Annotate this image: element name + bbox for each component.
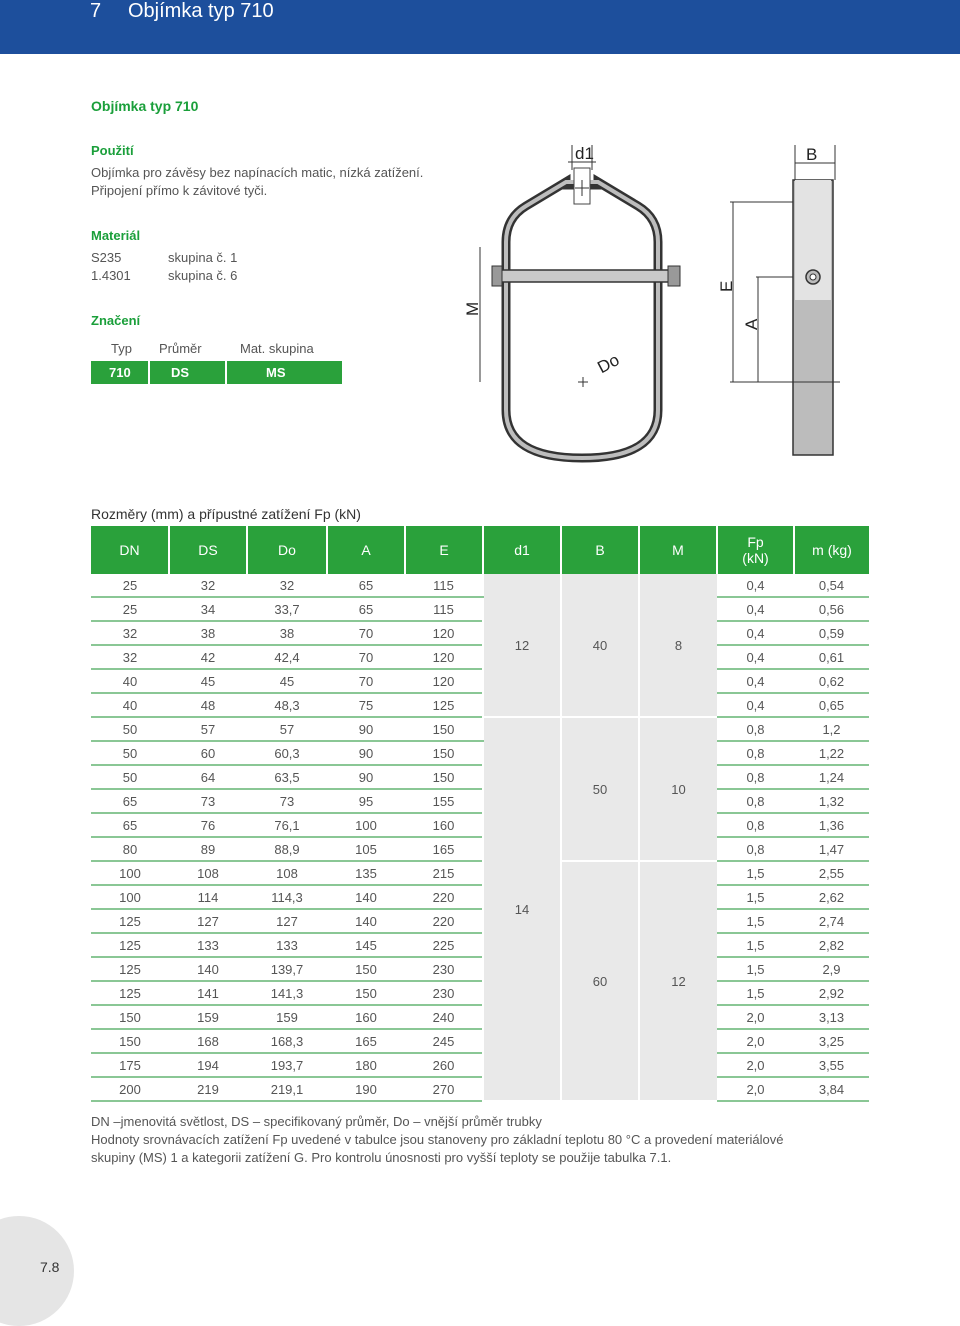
marking-label-diameter: Průměr	[159, 341, 202, 356]
table-cell: 0,56	[794, 597, 869, 621]
table-cell: 65	[91, 813, 169, 837]
table-cell: 108	[169, 861, 247, 885]
table-cell: 32	[91, 621, 169, 645]
col-fp: Fp (kN)	[717, 526, 794, 574]
table-cell: 50	[91, 741, 169, 765]
table-row	[91, 765, 869, 789]
table-cell: 240	[405, 1005, 483, 1029]
table-row	[91, 1053, 869, 1077]
table-cell: 1,2	[794, 717, 869, 741]
table-cell: 0,8	[717, 837, 794, 861]
label-M: M	[463, 301, 482, 316]
table-row	[91, 717, 869, 741]
material-code-1: S235	[91, 250, 122, 265]
table-cell: 100	[91, 861, 169, 885]
clamp-band	[506, 182, 658, 458]
material-heading: Materiál	[91, 228, 141, 243]
table-cell: 1,5	[717, 909, 794, 933]
page-number: 7.8	[40, 1259, 60, 1275]
table-cell: 1,5	[717, 885, 794, 909]
clamp-drawing	[440, 140, 860, 470]
table-cell: 160	[405, 813, 483, 837]
table-cell: 2,62	[794, 885, 869, 909]
table-cell: 175	[91, 1053, 169, 1077]
table-cell: 168,3	[247, 1029, 327, 1053]
table-cell: 145	[327, 933, 405, 957]
col-d1: d1	[483, 526, 561, 574]
table-cell: 155	[405, 789, 483, 813]
merged-cell-m: 8	[639, 574, 717, 717]
table-cell: 73	[247, 789, 327, 813]
table-cell: 1,5	[717, 933, 794, 957]
table-cell: 89	[169, 837, 247, 861]
merged-cell-b: 60	[561, 861, 639, 1101]
table-cell: 193,7	[247, 1053, 327, 1077]
marking-label-group: Mat. skupina	[240, 341, 314, 356]
table-cell: 0,4	[717, 669, 794, 693]
table-cell: 1,5	[717, 861, 794, 885]
table-cell: 3,25	[794, 1029, 869, 1053]
footnotes	[91, 1113, 811, 1167]
bolt	[498, 270, 674, 282]
table-cell: 150	[91, 1005, 169, 1029]
col-b: B	[561, 526, 639, 574]
table-cell: 2,0	[717, 1029, 794, 1053]
table-cell: 57	[169, 717, 247, 741]
usage-line-2: Připojení přímo k závitové tyči.	[91, 183, 268, 198]
merged-cell-m: 12	[639, 861, 717, 1101]
table-cell: 120	[405, 669, 483, 693]
table-row	[91, 741, 869, 765]
table-cell: 159	[247, 1005, 327, 1029]
table-cell: 194	[169, 1053, 247, 1077]
table-row	[91, 789, 869, 813]
table-cell: 40	[91, 693, 169, 717]
table-cell: 105	[327, 837, 405, 861]
chapter-title: Objímka typ 710	[128, 0, 274, 22]
col-m: M	[639, 526, 717, 574]
table-cell: 140	[169, 957, 247, 981]
label-E: E	[717, 280, 736, 292]
table-cell: 2,55	[794, 861, 869, 885]
table-cell: 165	[405, 837, 483, 861]
table-cell: 42,4	[247, 645, 327, 669]
table-cell: 190	[327, 1077, 405, 1101]
table-cell: 3,84	[794, 1077, 869, 1101]
table-cell: 57	[247, 717, 327, 741]
table-cell: 168	[169, 1029, 247, 1053]
nut-left	[492, 266, 502, 286]
table-cell: 1,5	[717, 957, 794, 981]
table-cell: 200	[91, 1077, 169, 1101]
table-cell: 0,4	[717, 621, 794, 645]
marking-heading: Značení	[91, 313, 141, 328]
table-cell: 125	[91, 981, 169, 1005]
table-cell: 2,9	[794, 957, 869, 981]
table-cell: 127	[247, 909, 327, 933]
dimension-table	[91, 526, 869, 1102]
table-cell: 245	[405, 1029, 483, 1053]
footnote-2: Hodnoty srovnávacích zatížení Fp uvedené v tabulce jsou stanoveny pro základní teplotu 80 °C a provedení materiálové skupiny (MS) 1 a kategorii zatížení G. Pro kontrolu únosnosti pro vyšší teploty se použije tabulka 7.1.	[91, 1132, 784, 1165]
table-cell: 125	[91, 933, 169, 957]
table-cell: 270	[405, 1077, 483, 1101]
table-cell: 115	[405, 574, 483, 597]
table-cell: 2,0	[717, 1053, 794, 1077]
table-cell: 0,4	[717, 597, 794, 621]
label-B: B	[806, 145, 818, 164]
table-header-row	[91, 526, 869, 574]
table-cell: 125	[405, 693, 483, 717]
table-cell: 65	[327, 597, 405, 621]
table-cell: 0,4	[717, 645, 794, 669]
table-cell: 215	[405, 861, 483, 885]
table-cell: 25	[91, 597, 169, 621]
col-dn: DN	[91, 526, 169, 574]
table-cell: 0,54	[794, 574, 869, 597]
table-cell: 141,3	[247, 981, 327, 1005]
table-cell: 120	[405, 621, 483, 645]
table-cell: 0,59	[794, 621, 869, 645]
table-cell: 0,4	[717, 574, 794, 597]
label-Do: Do	[594, 350, 623, 378]
table-cell: 150	[405, 765, 483, 789]
table-row	[91, 813, 869, 837]
table-row	[91, 885, 869, 909]
col-mass: m (kg)	[794, 526, 869, 574]
page-header	[0, 0, 960, 54]
label-A: A	[742, 318, 761, 330]
table-cell: 125	[91, 957, 169, 981]
merged-cell-b: 50	[561, 717, 639, 861]
table-row	[91, 693, 869, 717]
table-cell: 141	[169, 981, 247, 1005]
table-cell: 108	[247, 861, 327, 885]
marking-value-diameter: DS	[150, 361, 225, 384]
material-code-2: 1.4301	[91, 268, 131, 283]
table-row	[91, 621, 869, 645]
table-cell: 0,8	[717, 789, 794, 813]
page-corner	[0, 1216, 74, 1326]
marking-value-type: 710	[91, 361, 148, 384]
table-cell: 42	[169, 645, 247, 669]
col-e: E	[405, 526, 483, 574]
table-cell: 120	[405, 645, 483, 669]
table-cell: 90	[327, 765, 405, 789]
table-cell: 60	[169, 741, 247, 765]
table-cell: 100	[91, 885, 169, 909]
table-cell: 88,9	[247, 837, 327, 861]
table-cell: 140	[327, 885, 405, 909]
table-cell: 225	[405, 933, 483, 957]
table-cell: 1,5	[717, 981, 794, 1005]
table-cell: 160	[327, 1005, 405, 1029]
table-row	[91, 669, 869, 693]
table-row	[91, 597, 869, 621]
table-cell: 150	[327, 981, 405, 1005]
table-cell: 50	[91, 717, 169, 741]
table-cell: 45	[169, 669, 247, 693]
table-cell: 0,65	[794, 693, 869, 717]
table-cell: 0,8	[717, 717, 794, 741]
chapter-number: 7	[90, 0, 102, 22]
usage-heading: Použití	[91, 143, 134, 158]
table-cell: 90	[327, 717, 405, 741]
table-row	[91, 1077, 869, 1101]
usage-line-1: Objímka pro závěsy bez napínacích matic, nízká zatížení.	[91, 165, 424, 180]
table-cell: 80	[91, 837, 169, 861]
table-cell: 90	[327, 741, 405, 765]
table-cell: 0,8	[717, 741, 794, 765]
table-cell: 60,3	[247, 741, 327, 765]
table-cell: 133	[169, 933, 247, 957]
table-cell: 3,55	[794, 1053, 869, 1077]
material-group-2: skupina č. 6	[168, 268, 238, 283]
table-cell: 48	[169, 693, 247, 717]
table-row	[91, 574, 869, 597]
table-cell: 139,7	[247, 957, 327, 981]
col-do: Do	[247, 526, 327, 574]
table-cell: 38	[247, 621, 327, 645]
table-cell: 150	[327, 957, 405, 981]
table-cell: 125	[91, 909, 169, 933]
table-row	[91, 1029, 869, 1053]
product-title: Objímka typ 710	[91, 98, 199, 114]
marking-value-group: MS	[227, 361, 342, 384]
table-cell: 159	[169, 1005, 247, 1029]
table-cell: 2,0	[717, 1005, 794, 1029]
merged-cell-b: 40	[561, 574, 639, 717]
table-cell: 220	[405, 909, 483, 933]
table-cell: 70	[327, 645, 405, 669]
table-cell: 140	[327, 909, 405, 933]
table-row	[91, 837, 869, 861]
table-cell: 63,5	[247, 765, 327, 789]
table-row	[91, 957, 869, 981]
marking-label-type: Typ	[111, 341, 132, 356]
table-cell: 32	[91, 645, 169, 669]
table-cell: 76,1	[247, 813, 327, 837]
table-cell: 0,61	[794, 645, 869, 669]
table-cell: 230	[405, 957, 483, 981]
nut-right	[668, 266, 680, 286]
table-row	[91, 981, 869, 1005]
table-cell: 32	[169, 574, 247, 597]
table-cell: 2,92	[794, 981, 869, 1005]
table-cell: 165	[327, 1029, 405, 1053]
table-cell: 32	[247, 574, 327, 597]
table-cell: 219,1	[247, 1077, 327, 1101]
table-cell: 1,24	[794, 765, 869, 789]
table-cell: 2,74	[794, 909, 869, 933]
table-cell: 70	[327, 621, 405, 645]
table-row	[91, 1005, 869, 1029]
merged-cell-d1: 14	[483, 717, 561, 1101]
table-cell: 0,8	[717, 813, 794, 837]
table-cell: 76	[169, 813, 247, 837]
table-cell: 100	[327, 813, 405, 837]
table-cell: 38	[169, 621, 247, 645]
table-cell: 180	[327, 1053, 405, 1077]
table-cell: 45	[247, 669, 327, 693]
table-cell: 1,47	[794, 837, 869, 861]
table-cell: 73	[169, 789, 247, 813]
table-cell: 150	[405, 741, 483, 765]
table-cell: 33,7	[247, 597, 327, 621]
table-cell: 135	[327, 861, 405, 885]
table-cell: 64	[169, 765, 247, 789]
table-cell: 150	[405, 717, 483, 741]
table-cell: 0,62	[794, 669, 869, 693]
merged-cell-m: 10	[639, 717, 717, 861]
table-cell: 2,0	[717, 1077, 794, 1101]
table-cell: 65	[327, 574, 405, 597]
table-cell: 34	[169, 597, 247, 621]
col-ds: DS	[169, 526, 247, 574]
table-cell: 95	[327, 789, 405, 813]
material-group-1: skupina č. 1	[168, 250, 238, 265]
table-cell: 150	[91, 1029, 169, 1053]
table-cell: 0,4	[717, 693, 794, 717]
table-cell: 70	[327, 669, 405, 693]
table-cell: 114	[169, 885, 247, 909]
table-cell: 260	[405, 1053, 483, 1077]
table-cell: 1,36	[794, 813, 869, 837]
merged-cell-d1: 12	[483, 574, 561, 717]
footnote-1: DN –jmenovitá světlost, DS – specifikovaný průměr, Do – vnější průměr trubky	[91, 1114, 542, 1129]
table-row	[91, 861, 869, 885]
table-cell: 220	[405, 885, 483, 909]
table-cell: 1,32	[794, 789, 869, 813]
table-cell: 114,3	[247, 885, 327, 909]
table-cell: 2,82	[794, 933, 869, 957]
table-cell: 3,13	[794, 1005, 869, 1029]
table-cell: 230	[405, 981, 483, 1005]
table-title: Rozměry (mm) a přípustné zatížení Fp (kN)	[91, 506, 361, 522]
table-cell: 48,3	[247, 693, 327, 717]
table-cell: 25	[91, 574, 169, 597]
table-cell: 1,22	[794, 741, 869, 765]
table-cell: 40	[91, 669, 169, 693]
table-cell: 0,8	[717, 765, 794, 789]
table-cell: 65	[91, 789, 169, 813]
table-cell: 50	[91, 765, 169, 789]
table-row	[91, 645, 869, 669]
table-row	[91, 909, 869, 933]
table-row	[91, 933, 869, 957]
table-cell: 115	[405, 597, 483, 621]
col-a: A	[327, 526, 405, 574]
table-cell: 127	[169, 909, 247, 933]
table-cell: 75	[327, 693, 405, 717]
table-cell: 133	[247, 933, 327, 957]
label-d1: d1	[575, 144, 594, 163]
table-cell: 219	[169, 1077, 247, 1101]
